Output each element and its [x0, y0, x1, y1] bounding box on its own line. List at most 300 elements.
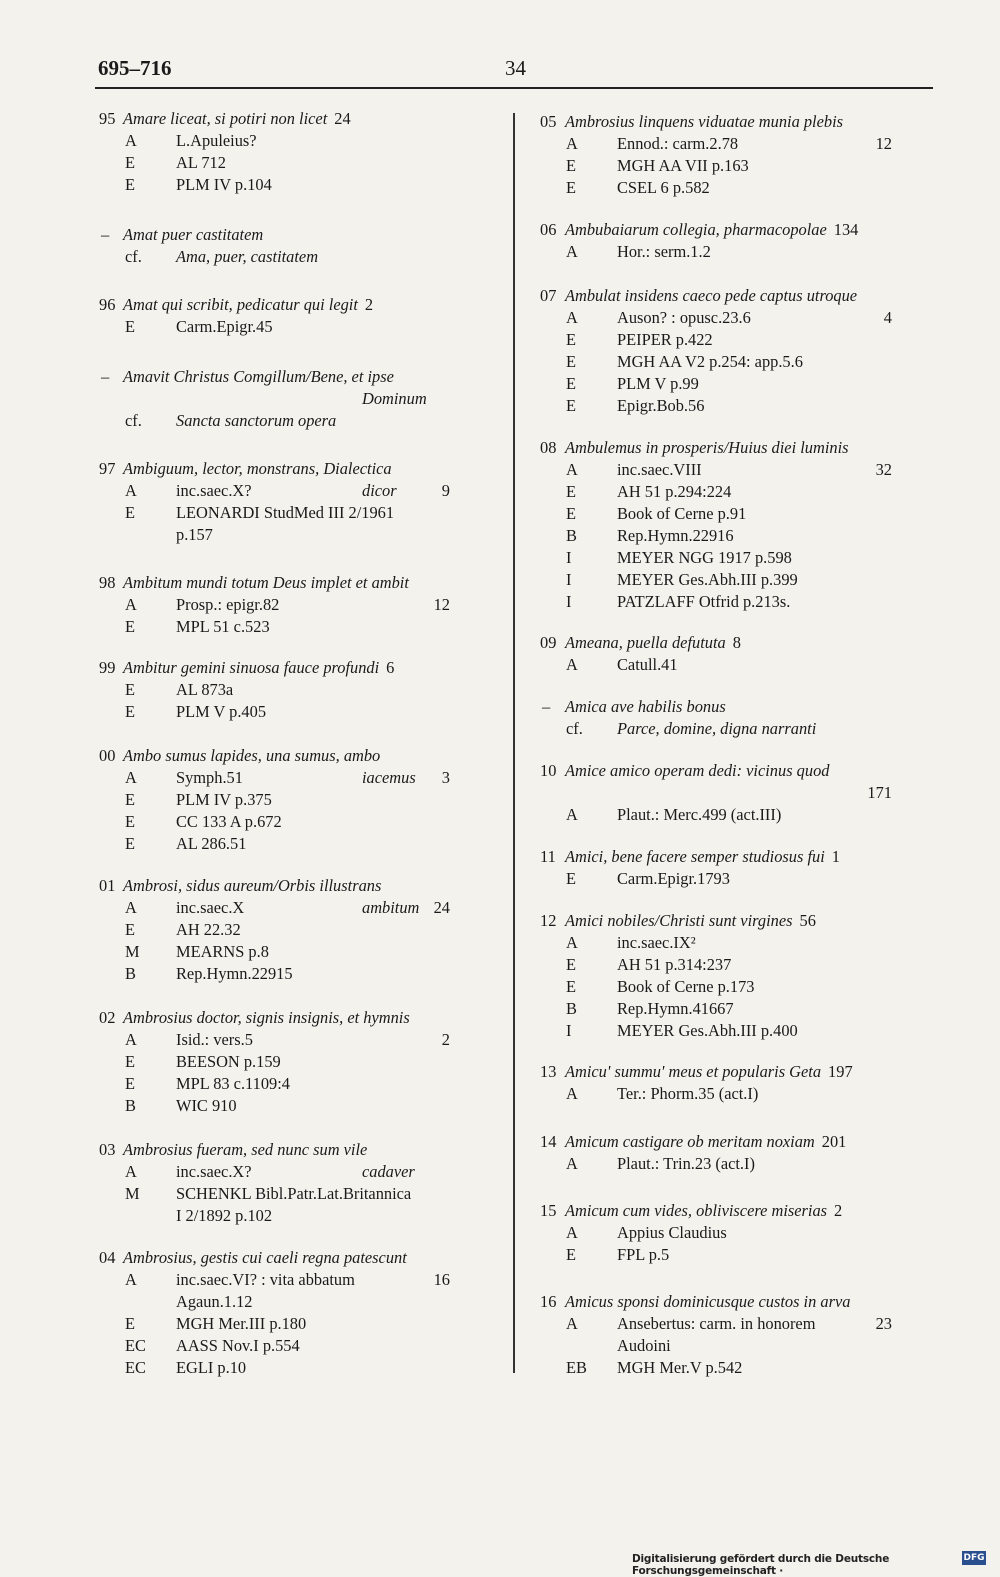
entry-number: 14: [540, 1132, 557, 1151]
source-label: A: [566, 655, 578, 674]
entry-heading: [99, 1247, 479, 1269]
source-text: CSEL 6 p.582: [617, 178, 710, 197]
source-label: E: [125, 1052, 136, 1071]
entry-number: 12: [540, 911, 557, 930]
source-label: B: [566, 999, 577, 1018]
source-text: AASS Nov.I p.554: [176, 1336, 300, 1355]
incipit-title: [565, 1291, 850, 1313]
verse-count: 3: [441, 768, 450, 787]
source-text: BEESON p.159: [176, 1052, 281, 1071]
entry-number: 16: [540, 1292, 557, 1311]
entry-number: 10: [540, 761, 557, 780]
source-text: Isid.: vers.5: [176, 1030, 253, 1049]
source-label: A: [125, 1270, 137, 1289]
reference-line: [99, 1095, 479, 1117]
verse-count: 171: [867, 783, 892, 802]
entry-heading: [540, 760, 910, 782]
incipit-continuation: iacemus: [362, 768, 416, 787]
reference-line: [540, 1313, 910, 1335]
entry-heading: [540, 1200, 910, 1222]
source-label: A: [566, 242, 578, 261]
incipit-title: [565, 219, 858, 241]
reference-line: [99, 316, 479, 338]
incipit-text: Amici, bene facere semper studiosus fui: [565, 847, 825, 866]
verse-count: 9: [441, 481, 450, 500]
source-label: EC: [125, 1336, 146, 1355]
source-text: L.Apuleius?: [176, 131, 257, 150]
incipit-text: Amat qui scribit, pedicatur qui legit: [123, 295, 358, 314]
source-text: Auson? : opusc.23.6: [617, 308, 751, 327]
source-label: A: [125, 1162, 137, 1181]
source-text: AH 22.32: [176, 920, 241, 939]
source-text: PATZLAFF Otfrid p.213s.: [617, 592, 791, 611]
source-text: MEYER Ges.Abh.III p.400: [617, 1021, 798, 1040]
incipit-text: Amare liceat, si potiri non licet: [123, 109, 328, 128]
source-label: E: [125, 317, 136, 336]
source-text: Rep.Hymn.41667: [617, 999, 734, 1018]
incipit-title: [123, 366, 394, 388]
source-text: EGLI p.10: [176, 1358, 247, 1377]
reference-line: [540, 307, 910, 329]
source-text: FPL p.5: [617, 1245, 670, 1264]
verse-count: 12: [433, 595, 450, 614]
verse-count: 8: [732, 633, 741, 652]
source-label: E: [566, 504, 577, 523]
source-text: Plaut.: Merc.499 (act.III): [617, 805, 782, 824]
reference-line: [540, 241, 910, 263]
incipit-text: Ambrosius doctor, signis insignis, et hymnis: [123, 1008, 410, 1027]
source-text: Epigr.Bob.56: [617, 396, 705, 415]
incipit-title: [565, 696, 726, 718]
incipit-title: [123, 657, 394, 679]
incipit-title: [565, 910, 816, 932]
entry-number: 99: [99, 658, 116, 677]
source-label: A: [125, 768, 137, 787]
source-text: MPL 83 c.1109:4: [176, 1074, 290, 1093]
source-text: MGH Mer.V p.542: [617, 1358, 743, 1377]
entry-number: 15: [540, 1201, 557, 1220]
entry-heading: [540, 632, 910, 654]
incipit-title: [565, 760, 829, 782]
source-text: inc.saec.X?: [176, 481, 252, 500]
source-label: B: [125, 964, 136, 983]
source-label: I: [566, 1021, 572, 1040]
incipit-title: [565, 1131, 846, 1153]
verse-count: 4: [883, 308, 892, 327]
incipit-continuation: dicor: [362, 481, 397, 500]
reference-line: [540, 395, 910, 417]
entry-heading: [99, 224, 479, 246]
dfg-logo: DFG: [963, 1553, 985, 1563]
reference-line: [540, 868, 910, 890]
source-label: E: [125, 680, 136, 699]
source-label: A: [566, 460, 578, 479]
reference-line: [99, 1269, 479, 1291]
verse-count: 197: [828, 1062, 853, 1081]
source-text: inc.saec.VI? : vita abbatum: [176, 1270, 355, 1289]
incipit-title: [123, 458, 392, 480]
entry-number: 00: [99, 746, 116, 765]
source-text: AL 712: [176, 153, 226, 172]
verse-count: 134: [833, 220, 859, 239]
entry-number: 04: [99, 1248, 116, 1267]
reference-line: [540, 1335, 910, 1357]
source-text: Appius Claudius: [617, 1223, 727, 1242]
source-text: Hor.: serm.1.2: [617, 242, 711, 261]
entry-heading: [99, 108, 479, 130]
reference-line: [99, 410, 479, 432]
entry-number: 01: [99, 876, 116, 895]
source-label: cf.: [566, 719, 583, 738]
incipit-continuation: cadaver: [362, 1162, 415, 1181]
verse-count: 24: [433, 898, 450, 917]
reference-line: [99, 1205, 479, 1227]
source-label: A: [566, 1314, 578, 1333]
verse-count: 24: [334, 109, 351, 128]
source-text: MGH Mer.III p.180: [176, 1314, 307, 1333]
source-text: Prosp.: epigr.82: [176, 595, 280, 614]
source-text: inc.saec.X?: [176, 1162, 252, 1181]
source-text: inc.saec.VIII: [617, 460, 702, 479]
source-text: PEIPER p.422: [617, 330, 713, 349]
source-label: E: [125, 503, 136, 522]
entry-heading: [540, 846, 910, 868]
incipit-text: Ambrosi, sidus aureum/Orbis illustrans: [123, 876, 382, 895]
entry-heading: [99, 875, 479, 897]
reference-line: [540, 351, 910, 373]
source-label: E: [566, 156, 577, 175]
source-text: AH 51 p.294:224: [617, 482, 732, 501]
source-text: MPL 51 c.523: [176, 617, 270, 636]
page-number: 34: [505, 56, 526, 80]
reference-line: [540, 591, 910, 613]
source-text: Rep.Hymn.22915: [176, 964, 293, 983]
source-label: A: [566, 134, 578, 153]
source-label: A: [566, 1223, 578, 1242]
entry-number: 06: [540, 220, 557, 239]
verse-count: 12: [875, 134, 892, 153]
source-label: A: [566, 933, 578, 952]
page-range-heading: 695–716: [98, 56, 172, 80]
reference-line: [540, 1357, 910, 1379]
source-text: SCHENKL Bibl.Patr.Lat.Britannica: [176, 1184, 412, 1203]
source-text: PLM IV p.104: [176, 175, 272, 194]
source-text: Book of Cerne p.91: [617, 504, 747, 523]
incipit-continuation: ambitum: [362, 898, 420, 917]
entry-heading: [540, 1131, 910, 1153]
source-text: Ennod.: carm.2.78: [617, 134, 739, 153]
source-text: Rep.Hymn.22916: [617, 526, 734, 545]
source-text: Carm.Epigr.45: [176, 317, 273, 336]
reference-line: [540, 569, 910, 591]
source-text: p.157: [176, 525, 213, 544]
verse-count: 201: [821, 1132, 847, 1151]
incipit-text: Ambrosius, gestis cui caeli regna patescunt: [123, 1248, 407, 1267]
reference-line: [540, 932, 910, 954]
reference-line: [99, 789, 479, 811]
entry-number: 96: [99, 295, 116, 314]
reference-line: [540, 177, 910, 199]
entry-number: 03: [99, 1140, 116, 1159]
source-text: MEYER NGG 1917 p.598: [617, 548, 792, 567]
source-label: cf.: [125, 411, 142, 430]
entry-heading: [540, 910, 910, 932]
reference-line: [540, 1244, 910, 1266]
entry-number: 02: [99, 1008, 116, 1027]
source-label: M: [125, 1184, 140, 1203]
reference-line: [99, 811, 479, 833]
reference-line: [99, 767, 479, 789]
incipit-text: Ambitur gemini sinuosa fauce profundi: [123, 658, 380, 677]
source-text: LEONARDI StudMed III 2/1961: [176, 503, 395, 522]
reference-line: [99, 174, 479, 196]
entry-number: 97: [99, 459, 116, 478]
reference-line: [99, 130, 479, 152]
incipit-title: [565, 1200, 842, 1222]
entry-heading: [99, 458, 479, 480]
reference-line: [99, 1029, 479, 1051]
incipit-title: [565, 111, 843, 133]
cross-reference: Sancta sanctorum opera: [176, 411, 337, 430]
entry-heading: [540, 1061, 910, 1083]
source-label: A: [566, 308, 578, 327]
incipit-title: [123, 294, 373, 316]
source-text: MGH AA VII p.163: [617, 156, 749, 175]
entry-number: –: [101, 367, 110, 386]
source-label: EC: [125, 1358, 146, 1377]
entry-heading: [99, 657, 479, 679]
verse-count: 6: [386, 658, 395, 677]
incipit-text: Ambitum mundi totum Deus implet et ambit: [123, 573, 409, 592]
source-text: WIC 910: [176, 1096, 237, 1115]
reference-line: [540, 1153, 910, 1175]
reference-line: [540, 547, 910, 569]
source-text: PLM V p.99: [617, 374, 699, 393]
reference-line: [540, 481, 910, 503]
source-label: E: [125, 617, 136, 636]
source-text: inc.saec.X: [176, 898, 245, 917]
reference-line: [99, 679, 479, 701]
incipit-text: Ambulat insidens caeco pede captus utroque: [565, 286, 858, 305]
reference-line: [99, 502, 479, 524]
incipit-title: [123, 745, 380, 767]
source-text: Symph.51: [176, 768, 243, 787]
incipit-continuation: Dominum: [362, 389, 427, 408]
reference-line: [540, 998, 910, 1020]
incipit-text: Amice amico operam dedi: vicinus quod: [565, 761, 830, 780]
source-label: E: [566, 869, 577, 888]
incipit-title: [123, 224, 263, 246]
reference-line: [540, 976, 910, 998]
source-label: E: [125, 1314, 136, 1333]
source-label: E: [566, 482, 577, 501]
reference-line: [99, 1183, 479, 1205]
verse-count: 56: [799, 911, 816, 930]
entry-heading: [99, 572, 479, 594]
reference-line: [99, 1161, 479, 1183]
reference-line: [540, 782, 910, 804]
entry-number: 09: [540, 633, 557, 652]
incipit-text: Ambo sumus lapides, una sumus, ambo: [123, 746, 381, 765]
reference-line: [99, 616, 479, 638]
entry-number: 08: [540, 438, 557, 457]
source-label: A: [125, 595, 137, 614]
source-label: I: [566, 592, 572, 611]
incipit-text: Amici nobiles/Christi sunt virgines: [565, 911, 793, 930]
source-label: E: [566, 977, 577, 996]
entry-number: 95: [99, 109, 116, 128]
source-label: E: [566, 178, 577, 197]
source-label: E: [125, 702, 136, 721]
source-text: AH 51 p.314:237: [617, 955, 732, 974]
header-rule: [95, 87, 933, 89]
incipit-title: [123, 1139, 367, 1161]
verse-count: 2: [834, 1201, 843, 1220]
reference-line: [540, 1083, 910, 1105]
reference-line: [99, 897, 479, 919]
reference-line: [99, 941, 479, 963]
source-label: E: [566, 374, 577, 393]
source-label: E: [566, 1245, 577, 1264]
source-label: E: [566, 396, 577, 415]
reference-line: [99, 919, 479, 941]
source-text: PLM V p.405: [176, 702, 267, 721]
entry-number: –: [542, 697, 551, 716]
reference-line: [540, 155, 910, 177]
entry-number: 05: [540, 112, 557, 131]
source-text: Plaut.: Trin.23 (act.I): [617, 1154, 755, 1173]
source-text: MEYER Ges.Abh.III p.399: [617, 570, 798, 589]
incipit-title: [123, 108, 351, 130]
incipit-text: Amica ave habilis bonus: [565, 697, 726, 716]
reference-line: [99, 1291, 479, 1313]
source-label: E: [125, 1074, 136, 1093]
reference-line: [540, 718, 910, 740]
reference-line: [540, 954, 910, 976]
verse-count: 2: [441, 1030, 450, 1049]
source-label: A: [125, 481, 137, 500]
verse-count: 23: [875, 1314, 892, 1333]
incipit-text: Amavit Christus Comgillum/Bene, et ipse: [123, 367, 394, 386]
reference-line: [540, 654, 910, 676]
entry-heading: [99, 1007, 479, 1029]
incipit-text: Ambrosius linquens viduatae munia plebis: [565, 112, 844, 131]
incipit-title: [123, 875, 381, 897]
source-label: B: [566, 526, 577, 545]
incipit-title: [123, 1247, 407, 1269]
source-text: Agaun.1.12: [176, 1292, 253, 1311]
cross-reference: Parce, domine, digna narranti: [617, 719, 817, 738]
source-label: E: [566, 955, 577, 974]
entry-heading: [99, 1139, 479, 1161]
reference-line: [540, 1222, 910, 1244]
reference-line: [99, 480, 479, 502]
source-label: A: [566, 1084, 578, 1103]
entry-heading: [540, 437, 910, 459]
incipit-title: [123, 1007, 410, 1029]
verse-count: 1: [831, 847, 840, 866]
incipit-text: Ambiguum, lector, monstrans, Dialectica: [123, 459, 392, 478]
source-label: A: [125, 1030, 137, 1049]
source-text: CC 133 A p.672: [176, 812, 282, 831]
reference-line: [99, 963, 479, 985]
reference-line: [540, 373, 910, 395]
source-text: Ter.: Phorm.35 (act.I): [617, 1084, 759, 1103]
incipit-text: Amicum castigare ob meritam noxiam: [565, 1132, 815, 1151]
source-label: B: [125, 1096, 136, 1115]
entry-heading: [540, 696, 910, 718]
source-label: cf.: [125, 247, 142, 266]
reference-line: [99, 833, 479, 855]
source-label: A: [566, 1154, 578, 1173]
entry-heading: [540, 219, 910, 241]
verse-count: 32: [875, 460, 892, 479]
reference-line: [99, 1357, 479, 1379]
source-text: Catull.41: [617, 655, 678, 674]
reference-line: [540, 329, 910, 351]
source-label: E: [566, 330, 577, 349]
incipit-text: Ameana, puella defututa: [565, 633, 726, 652]
source-text: PLM IV p.375: [176, 790, 272, 809]
source-text: inc.saec.IX²: [617, 933, 696, 952]
reference-line: [99, 152, 479, 174]
reference-line: [99, 246, 479, 268]
reference-line: [540, 1020, 910, 1042]
incipit-title: [123, 572, 409, 594]
incipit-text: Ambulemus in prosperis/Huius diei luminis: [565, 438, 849, 457]
entry-heading: [540, 1291, 910, 1313]
reference-line: [540, 503, 910, 525]
entry-heading: [99, 366, 479, 388]
source-label: E: [566, 352, 577, 371]
source-text: AL 286.51: [176, 834, 247, 853]
incipit-title: [565, 846, 840, 868]
incipit-title: [565, 437, 849, 459]
entry-heading: [540, 111, 910, 133]
entry-heading: [99, 745, 479, 767]
source-label: EB: [566, 1358, 587, 1377]
source-text: MGH AA V2 p.254: app.5.6: [617, 352, 803, 371]
source-text: I 2/1892 p.102: [176, 1206, 273, 1225]
entry-number: 11: [540, 847, 556, 866]
incipit-text: Ambubaiarum collegia, pharmacopolae: [565, 220, 827, 239]
reference-line: [99, 1335, 479, 1357]
source-label: E: [125, 920, 136, 939]
footer-credit: Digitalisierung gefördert durch die Deutsche Forschungsgemeinschaft ·: [632, 1553, 890, 1577]
reference-line: [99, 1073, 479, 1095]
source-label: E: [125, 812, 136, 831]
incipit-title: [565, 285, 857, 307]
entry-heading: [540, 285, 910, 307]
incipit-text: Amat puer castitatem: [123, 225, 264, 244]
reference-line: [540, 133, 910, 155]
incipit-text: Amicu' summu' meus et popularis Geta: [565, 1062, 822, 1081]
source-text: AL 873a: [176, 680, 234, 699]
source-label: E: [125, 834, 136, 853]
source-label: I: [566, 548, 572, 567]
source-text: Ansebertus: carm. in honorem: [617, 1314, 816, 1333]
source-label: A: [125, 898, 137, 917]
reference-line: [540, 525, 910, 547]
source-label: M: [125, 942, 140, 961]
source-text: Carm.Epigr.1793: [617, 869, 730, 888]
source-label: E: [125, 175, 136, 194]
column-divider: [513, 113, 515, 1373]
source-text: Book of Cerne p.173: [617, 977, 755, 996]
incipit-text: Ambrosius fueram, sed nunc sum vile: [123, 1140, 368, 1159]
entry-number: 98: [99, 573, 116, 592]
cross-reference: Ama, puer, castitatem: [176, 247, 319, 266]
